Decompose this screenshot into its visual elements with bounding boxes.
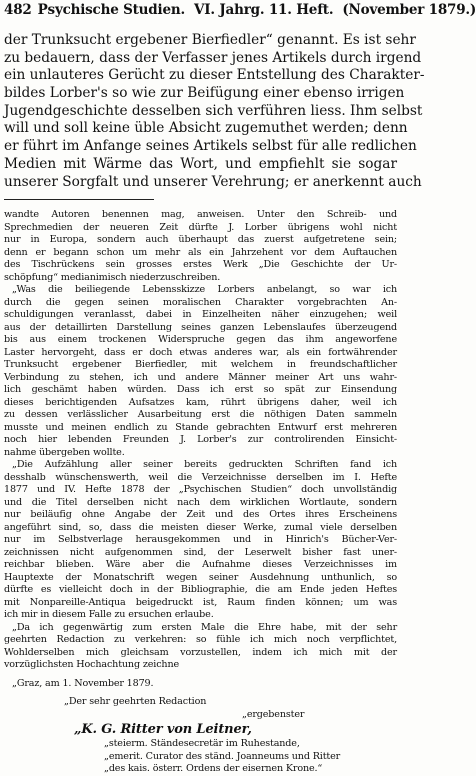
main-text-line: Jugendgeschichte desselben sich verführen liess. Ihm selbst — [4, 102, 423, 119]
footnote-line: „Die Aufzählung aller seiner bereits gedruckten Schriften fand ich — [12, 459, 397, 471]
issue-date: (November 1879.) — [342, 2, 476, 18]
footnote-line: Verbindung zu stehen, ich und andere Männer meiner Art uns wahr- — [4, 371, 397, 383]
footnote-line: vorzüglichsten Hochachtung zeichne — [4, 659, 180, 671]
footnote-line: musste und meinen endlich zu Stande gebrachten Entwurf erst mehreren — [4, 421, 397, 433]
footnote-line: reichbar blieben. Wäre aber die Aufnahme dieses Verzeichnisses im — [4, 559, 397, 571]
footnote-line: nahme übergeben wollte. — [4, 446, 125, 458]
issue-label: 11. Heft. — [268, 2, 334, 18]
footnote-line: ich mir in diesem Falle zu ersuchen erlaube. — [4, 609, 214, 621]
footnote-line: Laster hervorgeht, dass er doch etwas anderes war, als ein fortwährender — [4, 346, 397, 358]
footnote-line: bis aus einem trockenen Widerspruche gegen das ihm angeworfene — [4, 334, 397, 346]
main-text — [4, 32, 425, 191]
footnote-line: dieses berichtigenden Aufsatzes kam, rührt übrigens daher, weil ich — [4, 396, 397, 408]
footnote-line: lich geschämt haben würden. Dass ich erst so spät zur Einsendung — [4, 384, 397, 396]
main-text-line: zu bedauern, dass der Verfasser jenes Artikels durch irgend — [4, 49, 422, 66]
ergebenster: „ergebenster — [242, 708, 305, 720]
footnote-line: mit Nonpareille-Antiqua beigedruckt ist, Raum finden können; um was — [4, 596, 397, 608]
footnote-line: „Da ich gegenwärtig zum ersten Male die Ehre habe, mit der sehr — [12, 621, 397, 633]
footnote — [4, 209, 397, 776]
footnote-line: wandte Autoren benennen mag, anweisen. Unter den Schreib- und — [4, 209, 397, 221]
footnote-line: und die Titel derselben nicht nach dem wirklichen Wortlaute, sondern — [4, 496, 397, 508]
main-text-line: unserer Sorgfalt und unserer Verehrung; er anerkennt auch — [4, 173, 422, 190]
main-text-line: ein unlauteres Gerücht zu dieser Entstellung des Charakter- — [4, 67, 425, 84]
salutation: „Der sehr geehrten Redaction — [64, 696, 207, 708]
footnote-line: 1877 und IV. Hefte 1878 der „Psychischen Studien“ doch unvollständig — [4, 484, 397, 496]
journal-title: Psychische Studien. — [37, 2, 185, 18]
place-date: „Graz, am 1. November 1879. — [12, 677, 154, 689]
footnote-line: geehrten Redaction zu verkehren: so fühle ich mich noch verpflichtet, — [4, 634, 397, 646]
running-header — [4, 2, 476, 18]
footnote-line: desshalb wünschenswerth, weil die Verzeichnisse derselben im I. Hefte — [4, 471, 397, 483]
footnote-line: Wohlderselben mich gleichsam vorzustellen, indem ich mich mit der — [4, 646, 397, 658]
footnote-line: zeichnissen nicht aufgenommen sind, der Leserwelt bisher fast uner- — [4, 546, 397, 558]
footnote-line: Trunksucht ergebener Bierfiedler, mit welchem in freundschaftlicher — [4, 359, 397, 371]
footnote-line: dürfte es vielleicht doch in der Bibliographie, die am Ende jeden Heftes — [4, 584, 397, 596]
signature-title: „steierm. Ständesecretär im Ruhestande, — [104, 738, 300, 750]
volume-label: VI. Jahrg. — [193, 2, 265, 18]
footnote-line: aus der detaillirten Darstellung seines ganzen Lebenslaufes überzeugend — [4, 321, 397, 333]
main-text-line: er führt im Anfange seines Artikels selbst für alle redlichen — [4, 138, 417, 155]
page-number: 482 — [4, 2, 32, 18]
footnote-line: Hauptexte der Monatschrift wegen seiner Ausdehnung unthunlich, so — [4, 571, 397, 583]
footnote-line: des Tischrückens sein grosses erstes Werk „Die Geschichte der Ur- — [4, 259, 397, 271]
footnote-line: nur beiläufig ohne Angabe der Zeit und des Ortes ihres Erscheinens — [4, 509, 397, 521]
footnote-line: nur in Europa, sondern auch überhaupt das zuerst aufgetretene sein; — [4, 234, 397, 246]
footnote-line: durch die gegen seinen moralischen Charakter vorgebrachten An- — [4, 296, 397, 308]
signature: „K. G. Ritter von Leitner, — [74, 722, 252, 738]
main-text-line: Medien mit Wärme das Wort, und empfiehlt sie sogar — [4, 155, 397, 172]
footnote-line: schöpfung“ medianimisch niederzuschreiben. — [4, 271, 221, 283]
main-text-line: will und soll keine üble Absicht zugemuthet werden; denn — [4, 120, 408, 137]
footnote-divider — [4, 199, 154, 200]
main-text-line: der Trunksucht ergebener Bierfiedler“ genannt. Es ist sehr — [4, 32, 416, 48]
footnote-line: schuldigungen veranlasst, dabei in Einzelheiten näher einzugehen; weil — [4, 309, 397, 321]
footnote-line: zu dessen verlässlicher Ausarbeitung erst die nöthigen Daten sammeln — [4, 409, 397, 421]
main-text-line: bildes Lorber's so wie zur Beifügung einer ebenso irrigen — [4, 85, 405, 102]
signature-title: „des kais. österr. Ordens der eisernen Krone.“ — [104, 763, 323, 775]
footnote-line: Sprechmedien der neueren Zeit dürfte J. Lorber übrigens wohl nicht — [4, 221, 397, 233]
footnote-line: „Was die beiliegende Lebensskizze Lorbers anbelangt, so war ich — [12, 284, 397, 296]
footnote-line: noch hier lebenden Freunden J. Lorber's zur controlirenden Einsicht- — [4, 434, 397, 446]
signature-title: „emerit. Curator des ständ. Joanneums und Ritter — [104, 750, 341, 762]
footnote-line: angeführt sind, so, dass die meisten dieser Werke, zumal viele derselben — [4, 521, 397, 533]
footnote-line: denn er begann schon um mehr als ein Jahrzehent vor dem Auftauchen — [4, 246, 397, 258]
footnote-line: nur im Selbstverlage herausgekommen und in Hinrich's Bücher-Ver- — [4, 534, 397, 546]
